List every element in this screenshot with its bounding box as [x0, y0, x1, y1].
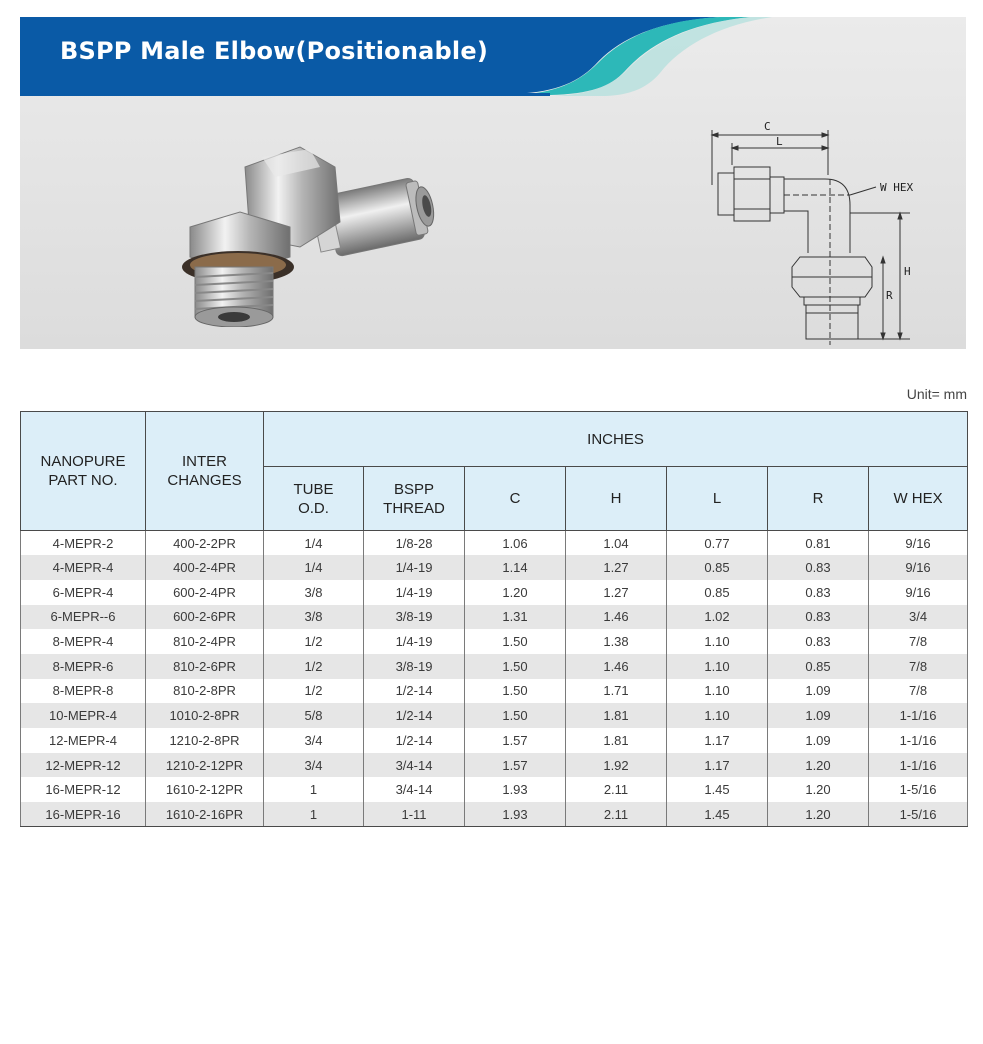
cell-c: 1.57: [465, 728, 566, 753]
cell-l: 0.77: [667, 531, 768, 556]
cell-w-hex: 1-5/16: [869, 777, 968, 802]
cell-part-no: 8-MEPR-8: [21, 679, 146, 704]
cell-bspp-thread: 1/4-19: [364, 580, 465, 605]
cell-bspp-thread: 1/2-14: [364, 703, 465, 728]
cell-part-no: 16-MEPR-16: [21, 802, 146, 827]
cell-h: 1.81: [566, 703, 667, 728]
cell-h: 1.92: [566, 753, 667, 778]
table-row: [21, 629, 968, 654]
cell-part-no: 6-MEPR-4: [21, 580, 146, 605]
cell-tube-od: 1: [264, 802, 364, 827]
cell-w-hex: 1-5/16: [869, 802, 968, 827]
cell-c: 1.06: [465, 531, 566, 556]
header-w-hex: W HEX: [869, 467, 968, 531]
cell-l: 1.17: [667, 753, 768, 778]
cell-w-hex: 7/8: [869, 629, 968, 654]
cell-bspp-thread: 1/2-14: [364, 679, 465, 704]
cell-l: 1.10: [667, 629, 768, 654]
cell-l: 1.10: [667, 703, 768, 728]
table-row: [21, 753, 968, 778]
cell-tube-od: 1: [264, 777, 364, 802]
cell-interchange: 810-2-8PR: [146, 679, 264, 704]
cell-bspp-thread: 3/8-19: [364, 605, 465, 630]
cell-r: 1.09: [768, 679, 869, 704]
cell-c: 1.14: [465, 555, 566, 580]
header-part-no: NANOPURE PART NO.: [21, 412, 146, 531]
dim-label-r: R: [886, 289, 893, 302]
cell-w-hex: 1-1/16: [869, 703, 968, 728]
cell-l: 1.45: [667, 802, 768, 827]
cell-bspp-thread: 1/4-19: [364, 629, 465, 654]
header-interchanges: INTER CHANGES: [146, 412, 264, 531]
header-h: H: [566, 467, 667, 531]
cell-l: 0.85: [667, 580, 768, 605]
table-row: [21, 605, 968, 630]
cell-interchange: 1210-2-8PR: [146, 728, 264, 753]
cell-part-no: 4-MEPR-4: [21, 555, 146, 580]
cell-w-hex: 9/16: [869, 531, 968, 556]
cell-h: 2.11: [566, 802, 667, 827]
dim-label-c: C: [764, 120, 771, 133]
cell-part-no: 4-MEPR-2: [21, 531, 146, 556]
spec-table: [20, 411, 968, 827]
cell-tube-od: 1/2: [264, 679, 364, 704]
cell-h: 1.71: [566, 679, 667, 704]
cell-h: 1.46: [566, 605, 667, 630]
table-row: [21, 531, 968, 556]
cell-w-hex: 1-1/16: [869, 753, 968, 778]
cell-h: 1.27: [566, 555, 667, 580]
cell-r: 1.20: [768, 753, 869, 778]
product-header-panel: [20, 17, 966, 349]
elbow-fitting-photo: [150, 127, 450, 327]
cell-bspp-thread: 1/8-28: [364, 531, 465, 556]
dim-label-w-hex: W HEX: [880, 181, 914, 194]
cell-part-no: 16-MEPR-12: [21, 777, 146, 802]
cell-tube-od: 1/2: [264, 629, 364, 654]
cell-r: 0.85: [768, 654, 869, 679]
cell-r: 0.83: [768, 580, 869, 605]
cell-interchange: 400-2-2PR: [146, 531, 264, 556]
cell-w-hex: 3/4: [869, 605, 968, 630]
cell-r: 1.20: [768, 777, 869, 802]
cell-l: 1.17: [667, 728, 768, 753]
cell-c: 1.50: [465, 654, 566, 679]
cell-c: 1.31: [465, 605, 566, 630]
cell-r: 1.20: [768, 802, 869, 827]
cell-bspp-thread: 1/4-19: [364, 555, 465, 580]
table-row: [21, 679, 968, 704]
cell-part-no: 12-MEPR-4: [21, 728, 146, 753]
cell-tube-od: 3/8: [264, 580, 364, 605]
cell-interchange: 1010-2-8PR: [146, 703, 264, 728]
cell-part-no: 10-MEPR-4: [21, 703, 146, 728]
cell-r: 0.81: [768, 531, 869, 556]
cell-w-hex: 7/8: [869, 679, 968, 704]
cell-c: 1.93: [465, 802, 566, 827]
cell-bspp-thread: 1/2-14: [364, 728, 465, 753]
cell-w-hex: 9/16: [869, 580, 968, 605]
dim-label-h: H: [904, 265, 911, 278]
page-title: BSPP Male Elbow(Positionable): [60, 37, 488, 65]
cell-interchange: 600-2-4PR: [146, 580, 264, 605]
cell-interchange: 810-2-4PR: [146, 629, 264, 654]
cell-part-no: 8-MEPR-4: [21, 629, 146, 654]
cell-l: 1.10: [667, 654, 768, 679]
dimension-drawing: [700, 115, 940, 345]
cell-w-hex: 9/16: [869, 555, 968, 580]
cell-c: 1.50: [465, 679, 566, 704]
dim-label-l: L: [776, 135, 783, 148]
cell-r: 1.09: [768, 703, 869, 728]
cell-h: 1.38: [566, 629, 667, 654]
cell-interchange: 810-2-6PR: [146, 654, 264, 679]
header-l: L: [667, 467, 768, 531]
cell-tube-od: 5/8: [264, 703, 364, 728]
cell-r: 0.83: [768, 605, 869, 630]
table-row: [21, 777, 968, 802]
cell-bspp-thread: 3/8-19: [364, 654, 465, 679]
cell-part-no: 8-MEPR-6: [21, 654, 146, 679]
table-row: [21, 654, 968, 679]
cell-interchange: 400-2-4PR: [146, 555, 264, 580]
cell-l: 1.45: [667, 777, 768, 802]
table-row: [21, 728, 968, 753]
cell-c: 1.20: [465, 580, 566, 605]
cell-bspp-thread: 3/4-14: [364, 777, 465, 802]
cell-interchange: 1610-2-16PR: [146, 802, 264, 827]
cell-c: 1.57: [465, 753, 566, 778]
cell-l: 1.10: [667, 679, 768, 704]
cell-w-hex: 1-1/16: [869, 728, 968, 753]
cell-interchange: 1610-2-12PR: [146, 777, 264, 802]
cell-tube-od: 3/4: [264, 728, 364, 753]
cell-r: 0.83: [768, 555, 869, 580]
header-inches: INCHES: [264, 412, 968, 467]
cell-w-hex: 7/8: [869, 654, 968, 679]
cell-h: 2.11: [566, 777, 667, 802]
cell-interchange: 600-2-6PR: [146, 605, 264, 630]
table-row: [21, 580, 968, 605]
cell-tube-od: 1/2: [264, 654, 364, 679]
cell-tube-od: 3/8: [264, 605, 364, 630]
cell-tube-od: 1/4: [264, 531, 364, 556]
header-tube-od: TUBE O.D.: [264, 467, 364, 531]
cell-bspp-thread: 3/4-14: [364, 753, 465, 778]
table-row: [21, 555, 968, 580]
cell-c: 1.50: [465, 703, 566, 728]
table-row: [21, 802, 968, 827]
cell-h: 1.27: [566, 580, 667, 605]
cell-r: 1.09: [768, 728, 869, 753]
cell-tube-od: 3/4: [264, 753, 364, 778]
header-r: R: [768, 467, 869, 531]
cell-h: 1.46: [566, 654, 667, 679]
cell-c: 1.93: [465, 777, 566, 802]
cell-l: 0.85: [667, 555, 768, 580]
cell-part-no: 12-MEPR-12: [21, 753, 146, 778]
cell-c: 1.50: [465, 629, 566, 654]
cell-h: 1.81: [566, 728, 667, 753]
cell-tube-od: 1/4: [264, 555, 364, 580]
cell-interchange: 1210-2-12PR: [146, 753, 264, 778]
header-bspp-thread: BSPP THREAD: [364, 467, 465, 531]
cell-bspp-thread: 1-11: [364, 802, 465, 827]
cell-part-no: 6-MEPR--6: [21, 605, 146, 630]
unit-label: Unit= mm: [906, 386, 967, 402]
cell-r: 0.83: [768, 629, 869, 654]
cell-l: 1.02: [667, 605, 768, 630]
header-c: C: [465, 467, 566, 531]
table-row: [21, 703, 968, 728]
cell-h: 1.04: [566, 531, 667, 556]
